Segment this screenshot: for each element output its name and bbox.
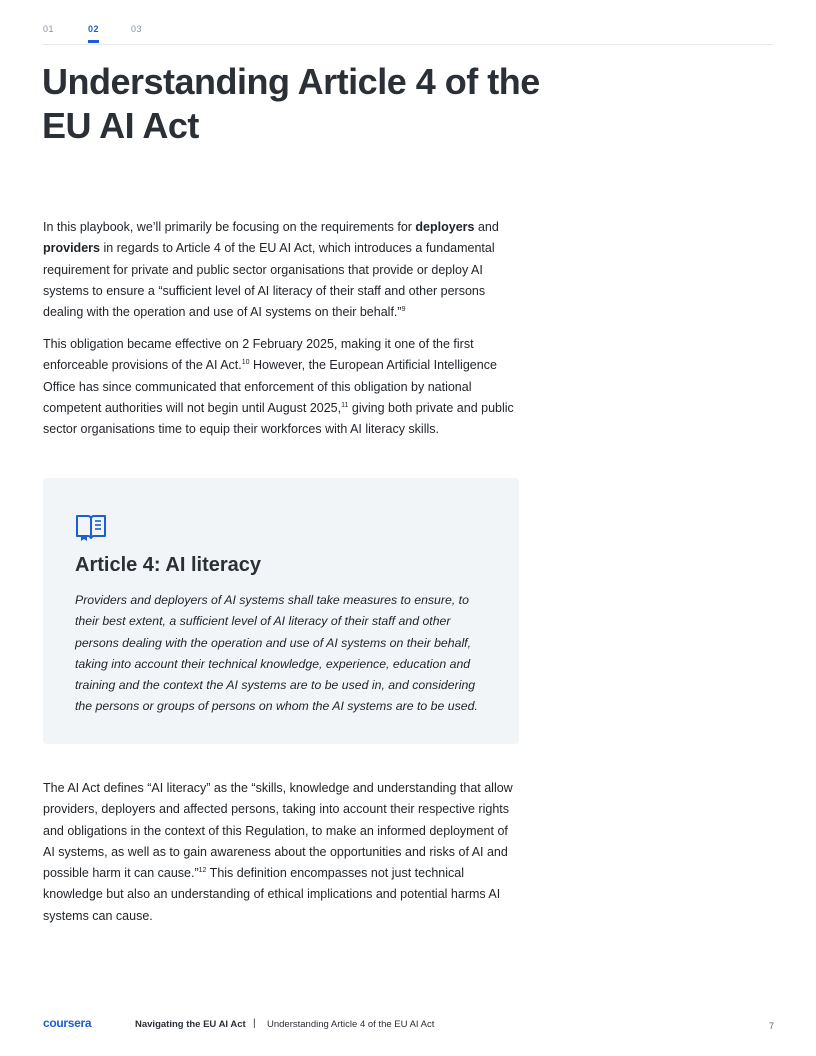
section-tabs bbox=[43, 22, 774, 45]
callout-quote: Providers and deployers of AI systems shall take measures to ensure, to their best extent, a sufficient level of AI literacy of their staff and other persons dealing with the operation and use of AI systems on their behalf, taking into account their technical knowledge, experience, education and training and the context the AI systems are to be used in, and considering the persons or groups of persons on whom the AI systems are to be used. bbox=[75, 593, 478, 714]
p3-text-1: The AI Act defines “AI literacy” as the “skills, knowledge and understanding that allow providers, deployers and affected persons, taking into account their respective rights and obligations in the context of this Regulation, to make an informed deployment of AI systems, as well as to gain awareness about the opportunities and risks of AI and possible harm it can cause.” bbox=[43, 781, 513, 881]
tab-03[interactable]: 03 bbox=[131, 24, 143, 34]
obligation-paragraph bbox=[43, 334, 521, 440]
page-footer bbox=[43, 1016, 774, 1036]
book-icon bbox=[75, 512, 107, 542]
p1-text-2: and bbox=[474, 220, 499, 234]
footnote-ref-12[interactable]: 12 bbox=[198, 867, 207, 875]
page-number: 7 bbox=[768, 1021, 774, 1031]
footer-document-title: Navigating the EU AI Act bbox=[135, 1019, 246, 1030]
p1-text-1: In this playbook, we’ll primarily be focusing on the requirements for bbox=[43, 220, 416, 234]
callout-title: Article 4: AI literacy bbox=[75, 554, 262, 576]
p2-text-3: giving both private and public sector organisations time to equip their workforces with AI literacy skills. bbox=[43, 400, 514, 437]
definition-paragraph bbox=[43, 778, 521, 927]
footnote-ref-10[interactable]: 10 bbox=[241, 359, 250, 367]
p1-text-3: in regards to Article 4 of the EU AI Act, which introduces a fundamental requirement for private and public sector organisations that provide or deploy AI systems to ensure a “sufficient level of AI literacy of their staff and other persons dealing with the operation and use of AI systems on their behalf.” bbox=[43, 241, 495, 320]
intro-paragraph bbox=[43, 217, 521, 323]
footnote-ref-9[interactable]: 9 bbox=[401, 306, 406, 314]
coursera-logo: coursera bbox=[43, 1016, 92, 1030]
tab-01[interactable]: 01 bbox=[43, 24, 55, 34]
p3-text-2: This definition encompasses not just technical knowledge but also an understanding of ethical implications and potential harms AI systems can cause. bbox=[43, 866, 501, 923]
footer-separator: | bbox=[253, 1018, 256, 1029]
footnote-ref-11[interactable]: 11 bbox=[341, 401, 349, 409]
article-callout bbox=[43, 478, 519, 744]
term-deployers: deployers bbox=[415, 220, 475, 234]
p2-text-1: This obligation became effective on 2 February 2025, making it one of the first enforceable provisions of the AI Act. bbox=[43, 337, 474, 373]
page-title: Understanding Article 4 of the EU AI Act bbox=[42, 61, 540, 146]
term-providers: providers bbox=[43, 241, 100, 256]
tab-02[interactable]: 02 bbox=[88, 24, 99, 41]
footer-section-title: Understanding Article 4 of the EU AI Act bbox=[267, 1019, 435, 1030]
p2-text-2: However, the European Artificial Intelligence Office has since communicated that enforcement of this obligation by national competent authorities will not begin until August 2025, bbox=[43, 358, 497, 415]
